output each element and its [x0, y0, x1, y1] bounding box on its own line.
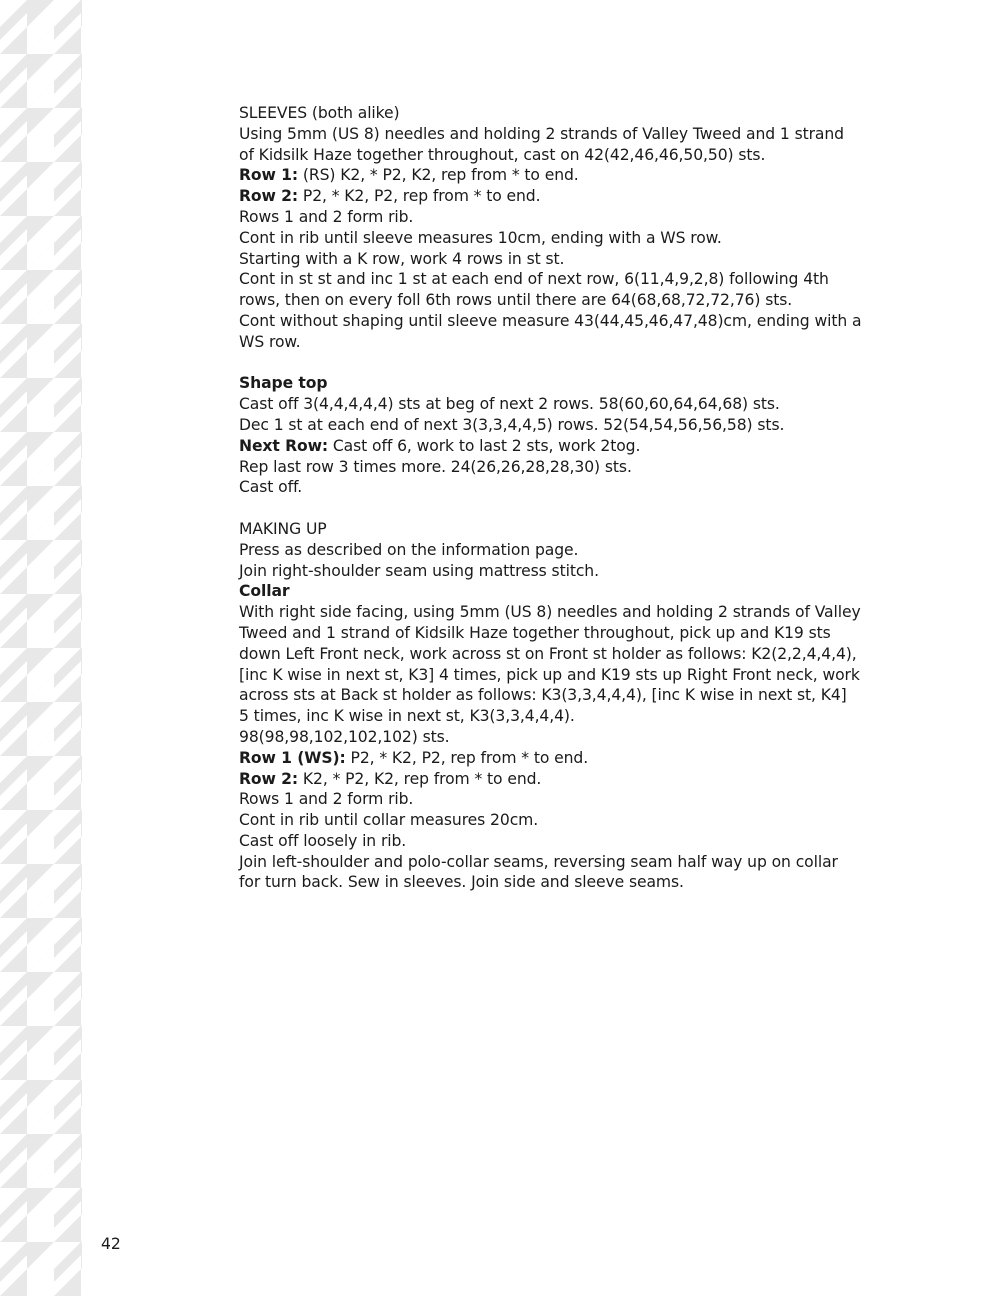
collar-line: down Left Front neck, work across st on Front st holder as follows: K2(2,2,4,4,4),	[239, 644, 857, 663]
row-text: P2, * K2, P2, rep from * to end.	[298, 187, 541, 206]
making-up-line: Rows 1 and 2 form rib.	[239, 790, 414, 809]
making-up-line: Cont in rib until collar measures 20cm.	[239, 811, 539, 830]
row-text: (RS) K2, * P2, K2, rep from * to end.	[298, 166, 579, 185]
houndstooth-pattern	[0, 0, 82, 1296]
page-number: 42	[101, 1235, 121, 1253]
row-label: Row 2:	[239, 769, 299, 788]
collar-line: across sts at Back st holder as follows: K3(3,3,4,4,4), [inc K wise in next st, K4]	[239, 686, 847, 705]
row-label: Row 1 (WS):	[239, 748, 346, 767]
making-up-line: Cast off loosely in rib.	[239, 831, 407, 850]
sleeves-line: Cont without shaping until sleeve measure 43(44,45,46,47,48)cm, ending with a	[239, 311, 862, 330]
collar-heading: Collar	[239, 582, 290, 601]
pattern-text	[239, 103, 889, 893]
sleeves-line: WS row.	[239, 332, 301, 351]
sleeves-heading: SLEEVES (both alike)	[239, 104, 400, 122]
sleeves-row-1	[239, 165, 889, 186]
sleeves-line: Rows 1 and 2 form rib.	[239, 207, 414, 226]
collar-line: [inc K wise in next st, K3] 4 times, pick up and K19 sts up Right Front neck, work	[239, 665, 860, 684]
making-up-line: for turn back. Sew in sleeves. Join side and sleeve seams.	[239, 873, 684, 892]
shape-top-line: Cast off.	[239, 478, 303, 497]
row-text: P2, * K2, P2, rep from * to end.	[345, 748, 589, 767]
houndstooth-side-strip	[0, 0, 82, 1296]
sleeves-intro-line: of Kidsilk Haze together throughout, cast on 42(42,46,46,50,50) sts.	[239, 145, 766, 164]
collar-line: With right side facing, using 5mm (US 8) needles and holding 2 strands of Valley	[239, 603, 861, 622]
collar-row-1	[239, 748, 889, 769]
row-text: Cast off 6, work to last 2 sts, work 2tog.	[328, 436, 641, 455]
making-up-line: Join left-shoulder and polo-collar seams, reversing seam half way up on collar	[239, 852, 838, 871]
sleeves-intro-line: Using 5mm (US 8) needles and holding 2 strands of Valley Tweed and 1 strand	[239, 124, 844, 143]
sleeves-line: Cont in st st and inc 1 st at each end of next row, 6(11,4,9,2,8) following 4th	[239, 270, 829, 289]
making-up-line: Press as described on the information page.	[239, 540, 579, 559]
shape-top-line: Cast off 3(4,4,4,4,4) sts at beg of next 2 rows. 58(60,60,64,64,68) sts.	[239, 395, 780, 414]
sleeves-row-2	[239, 186, 889, 207]
shape-top-line: Rep last row 3 times more. 24(26,26,28,28,30) sts.	[239, 457, 632, 476]
shape-top-heading: Shape top	[239, 374, 328, 393]
shape-top-next-row	[239, 436, 889, 457]
paragraph-gap	[239, 353, 889, 374]
sleeves-line: rows, then on every foll 6th rows until there are 64(68,68,72,72,76) sts.	[239, 291, 793, 310]
sleeves-line: Starting with a K row, work 4 rows in st st.	[239, 249, 565, 268]
collar-row-2	[239, 769, 889, 790]
collar-line: 98(98,98,102,102,102) sts.	[239, 727, 450, 746]
row-label: Row 2:	[239, 187, 299, 206]
collar-line: 5 times, inc K wise in next st, K3(3,3,4,4,4).	[239, 707, 575, 726]
paragraph-gap	[239, 498, 889, 519]
row-label: Row 1:	[239, 166, 299, 185]
making-up-heading: MAKING UP	[239, 519, 327, 538]
row-label: Next Row:	[239, 436, 329, 455]
row-text: K2, * P2, K2, rep from * to end.	[298, 769, 542, 788]
collar-line: Tweed and 1 strand of Kidsilk Haze together throughout, pick up and K19 sts	[239, 623, 831, 642]
making-up-line: Join right-shoulder seam using mattress stitch.	[239, 561, 599, 580]
shape-top-line: Dec 1 st at each end of next 3(3,3,4,4,5) rows. 52(54,54,56,56,58) sts.	[239, 415, 785, 434]
sleeves-line: Cont in rib until sleeve measures 10cm, ending with a WS row.	[239, 228, 722, 247]
